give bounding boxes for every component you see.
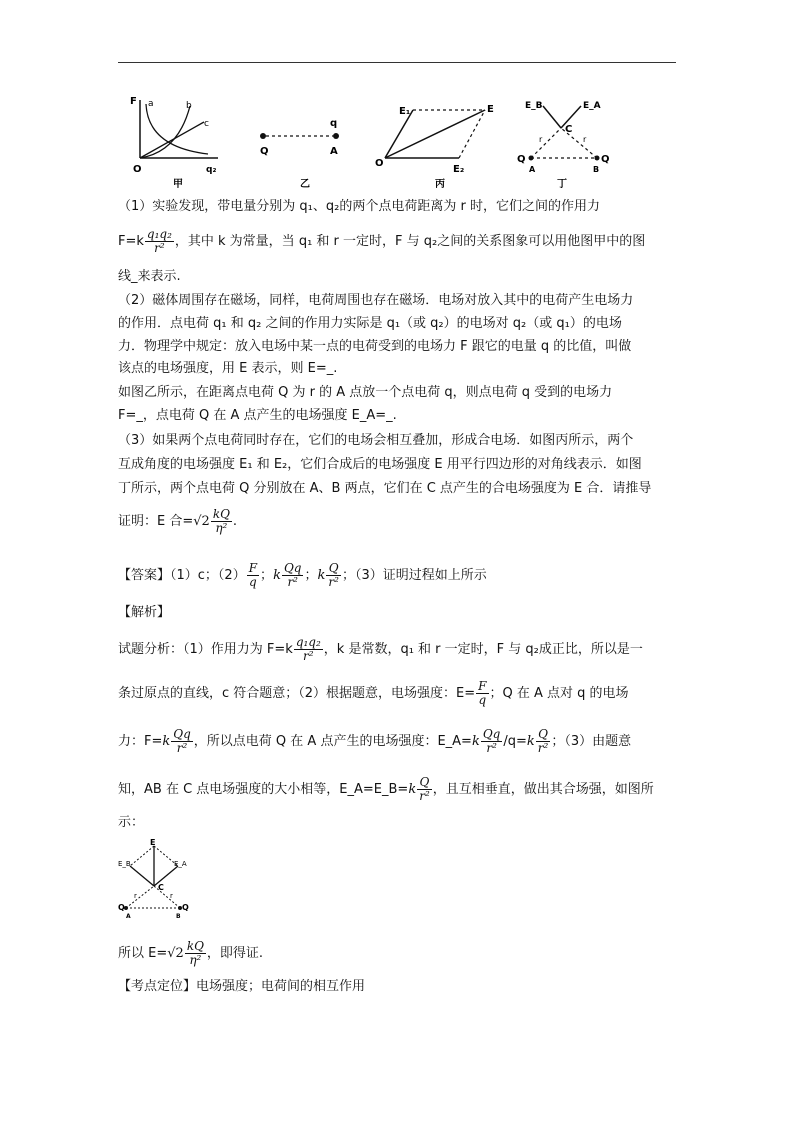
small-fig-r2: r — [170, 892, 173, 900]
analysis-l4-den: r² — [419, 789, 430, 803]
small-fig-EA: E_A — [174, 860, 187, 868]
analysis-l2-post: ；Q 在 A 点对 q 的电场 — [489, 686, 629, 701]
analysis-l1-frac — [294, 636, 323, 663]
jia-caption: 甲 — [173, 179, 183, 190]
ding-caption: 丁 — [557, 179, 567, 190]
q3-sqrt: √2 — [193, 514, 210, 529]
answer-label: 【答案】 — [118, 568, 171, 583]
analysis-l3-frac — [171, 728, 193, 755]
analysis-line1 — [118, 636, 678, 663]
analysis-l3-k3: k — [526, 734, 535, 749]
analysis-line6 — [118, 940, 678, 967]
answer-f3-den: r² — [328, 575, 339, 589]
bing-caption: 丙 — [435, 179, 445, 190]
ding-EA-label: E_A — [583, 101, 601, 111]
jia-O-label: O — [133, 164, 142, 175]
bing-O-label: O — [375, 158, 384, 169]
q1-line3: 线_来表示. — [118, 269, 181, 284]
analysis-l3-den2: r² — [486, 741, 497, 755]
analysis-l4-num: Q — [417, 776, 432, 790]
analysis-l3-frac2 — [481, 728, 503, 755]
small-fig-Q2: Q — [182, 903, 189, 912]
resultant-field-figure — [118, 836, 188, 920]
answer-sep1: ； — [260, 568, 274, 583]
analysis-l3-mid2: /q= — [503, 734, 527, 749]
answer-k2: k — [317, 568, 326, 583]
ding-A-label: A — [529, 165, 536, 174]
analysis-l6-frac — [185, 940, 206, 967]
analysis-l4-frac — [417, 776, 432, 803]
ding-r2-label: r — [583, 135, 587, 144]
analysis-l6-post: ，即得证. — [206, 946, 264, 961]
bing-E2-label: E₂ — [453, 164, 465, 175]
analysis-l4-k: k — [408, 782, 417, 797]
q2-line1: （2）磁体周围存在磁场，同样，电荷周围也存在磁场．电场对放入其中的电荷产生电场力 — [118, 293, 634, 308]
answer-f2-num: Qq — [283, 561, 302, 575]
small-fig-E: E — [150, 838, 156, 847]
answer-p1: （1）c；（2） — [170, 568, 246, 583]
yi-Q-label: Q — [260, 146, 269, 157]
analysis-l3-num: Qq — [173, 727, 191, 741]
q2-line5: 如图乙所示，在距离点电荷 Q 为 r 的 A 点放一个点电荷 q，则点电荷 q 受到的电场力 — [118, 385, 613, 400]
answer-f3-num: Q — [326, 562, 341, 576]
analysis-l1-num: q₁q₂ — [295, 635, 321, 649]
q2-line3: 力．物理学中规定：放入电场中某一点的电荷受到的电场力 F 跟它的电量 q 的比值，叫做 — [118, 339, 632, 354]
analysis-l3-post: ；（3）由题意 — [551, 734, 632, 749]
q3-line3: 丁所示，两个点电荷 Q 分别放在 A、B 两点，它们在 C 点产生的合电场强度为 E 合．请推导 — [118, 481, 652, 496]
analysis-l2-frac — [476, 680, 488, 707]
q3-line4-post: . — [232, 514, 238, 529]
analysis-l3-num2: Qq — [482, 727, 501, 741]
yi-q-label: q — [330, 118, 338, 129]
q1-frac-num: q₁q₂ — [146, 227, 172, 241]
q3-line1: （3）如果两个点电荷同时存在，它们的电场会相互叠加，形成合电场．如图丙所示，两个 — [118, 433, 634, 448]
q2-line4: 该点的电场强度，用 E 表示，则 E=_. — [118, 361, 338, 376]
small-fig-C: C — [158, 883, 164, 892]
analysis-l3-k: k — [162, 734, 171, 749]
header-rule — [118, 62, 676, 63]
ding-Q1-label: Q — [517, 154, 526, 165]
figures-row — [118, 92, 678, 192]
q1-line2-pre: F=k — [118, 234, 144, 249]
q1-frac-den: r² — [154, 241, 165, 255]
figure-ding — [513, 92, 613, 192]
bing-E1-label: E₁ — [399, 106, 411, 117]
analysis-l3-mid: ，所以点电荷 Q 在 A 点产生的电场强度：E_A= — [193, 734, 472, 749]
analysis-l6-num: kQ — [186, 939, 204, 953]
analysis-line2 — [118, 680, 678, 707]
q3-line4-pre: 证明：E 合= — [118, 514, 194, 529]
analysis-l2-num: F — [478, 679, 487, 693]
q3-line2: 互成角度的电场强度 E₁ 和 E₂，它们合成后的电场强度 E 用平行四边形的对角线表示．如图 — [118, 457, 642, 472]
figure-yi — [248, 92, 348, 192]
answer-k1: k — [273, 568, 281, 583]
q2-line6: F=_，点电荷 Q 在 A 点产生的电场强度 E_A=_. — [118, 408, 397, 423]
figure-bing — [373, 92, 503, 192]
analysis-line4 — [118, 776, 678, 803]
jia-F-label: F — [130, 96, 137, 107]
figure-jia — [118, 92, 228, 192]
analysis-label: 【解析】 — [118, 605, 171, 620]
analysis-l1-den: r² — [303, 649, 314, 663]
ding-B-label: B — [593, 165, 600, 174]
analysis-l3-den: r² — [176, 741, 188, 755]
small-fig-A: A — [126, 913, 131, 920]
q1-line2 — [118, 228, 678, 255]
answer-sep2: ； — [304, 568, 318, 583]
jia-b-label: b — [186, 101, 192, 111]
analysis-l1-pre: 试题分析：（1）作用力为 F=k — [118, 642, 293, 657]
kaodian-label: 【考点定位】 — [118, 979, 197, 994]
bing-E-label: E — [487, 104, 494, 115]
kaodian-line — [118, 976, 678, 998]
answer-f1-den: q — [249, 575, 257, 589]
analysis-l4-post: ，且互相垂直，做出其合场强，如图所 — [432, 782, 654, 797]
jia-c-label: c — [204, 119, 209, 129]
analysis-line5: 示： — [118, 815, 145, 830]
analysis-l3-pre: 力：F= — [118, 734, 163, 749]
q3-line4 — [118, 508, 678, 535]
q1-line2-post: ，其中 k 为常量，当 q₁ 和 r 一定时，F 与 q₂之间的关系图象可以用他图甲中的图 — [174, 234, 646, 249]
analysis-l2-pre: 条过原点的直线，c 符合题意；（2）根据题意，电场强度：E= — [118, 686, 476, 701]
ding-C-label: C — [565, 124, 573, 135]
analysis-l3-k2: k — [471, 734, 480, 749]
q3-frac-den: η² — [215, 521, 228, 535]
q3-frac-num: kQ — [212, 507, 230, 521]
ding-Q2-label: Q — [601, 154, 610, 165]
ding-r1-label: r — [539, 135, 543, 144]
q1-fraction — [145, 228, 174, 255]
analysis-l3-frac3 — [536, 728, 551, 755]
kaodian-text: 电场强度；电荷间的相互作用 — [196, 979, 366, 994]
analysis-l6-pre: 所以 E= — [118, 946, 168, 961]
analysis-l4-pre: 知，AB 在 C 点电场强度的大小相等，E_A=E_B= — [118, 782, 409, 797]
yi-caption: 乙 — [300, 179, 310, 190]
answer-f2-den: r² — [287, 575, 298, 589]
ding-EB-label: E_B — [525, 101, 543, 111]
analysis-l3-den3: r² — [537, 741, 549, 755]
answer-frac-2 — [282, 562, 304, 589]
analysis-l6-den: η² — [189, 953, 202, 967]
q1-line1: （1）实验发现，带电量分别为 q₁、q₂的两个点电荷距离为 r 时，它们之间的作用力 — [118, 199, 600, 214]
q2-line2: 的作用．点电荷 q₁ 和 q₂ 之间的作用力实际是 q₁（或 q₂）的电场对 q₂（或 q₁）的电场 — [118, 316, 622, 331]
small-fig-B: B — [176, 913, 181, 920]
answer-frac-3 — [326, 562, 341, 589]
jia-q2-label: q₂ — [206, 165, 217, 175]
answer-line — [118, 562, 678, 589]
small-fig-r1: r — [134, 892, 137, 900]
analysis-l3-num3: Q — [536, 728, 551, 742]
small-fig-EB: E_B — [118, 860, 131, 868]
q3-fraction — [211, 508, 232, 535]
analysis-l6-sqrt: √2 — [167, 946, 184, 961]
answer-frac-1 — [247, 562, 259, 589]
analysis-l1-post: ，k 是常数，q₁ 和 r 一定时，F 与 q₂成正比，所以是一 — [323, 642, 643, 657]
small-fig-Q1: Q — [118, 903, 125, 912]
analysis-l2-den: q — [478, 693, 487, 707]
answer-f1-num: F — [248, 561, 258, 575]
yi-A-label: A — [330, 146, 338, 157]
answer-p2: ；（3）证明过程如上所示 — [341, 568, 487, 583]
jia-a-label: a — [148, 99, 154, 109]
analysis-line3 — [118, 728, 678, 755]
